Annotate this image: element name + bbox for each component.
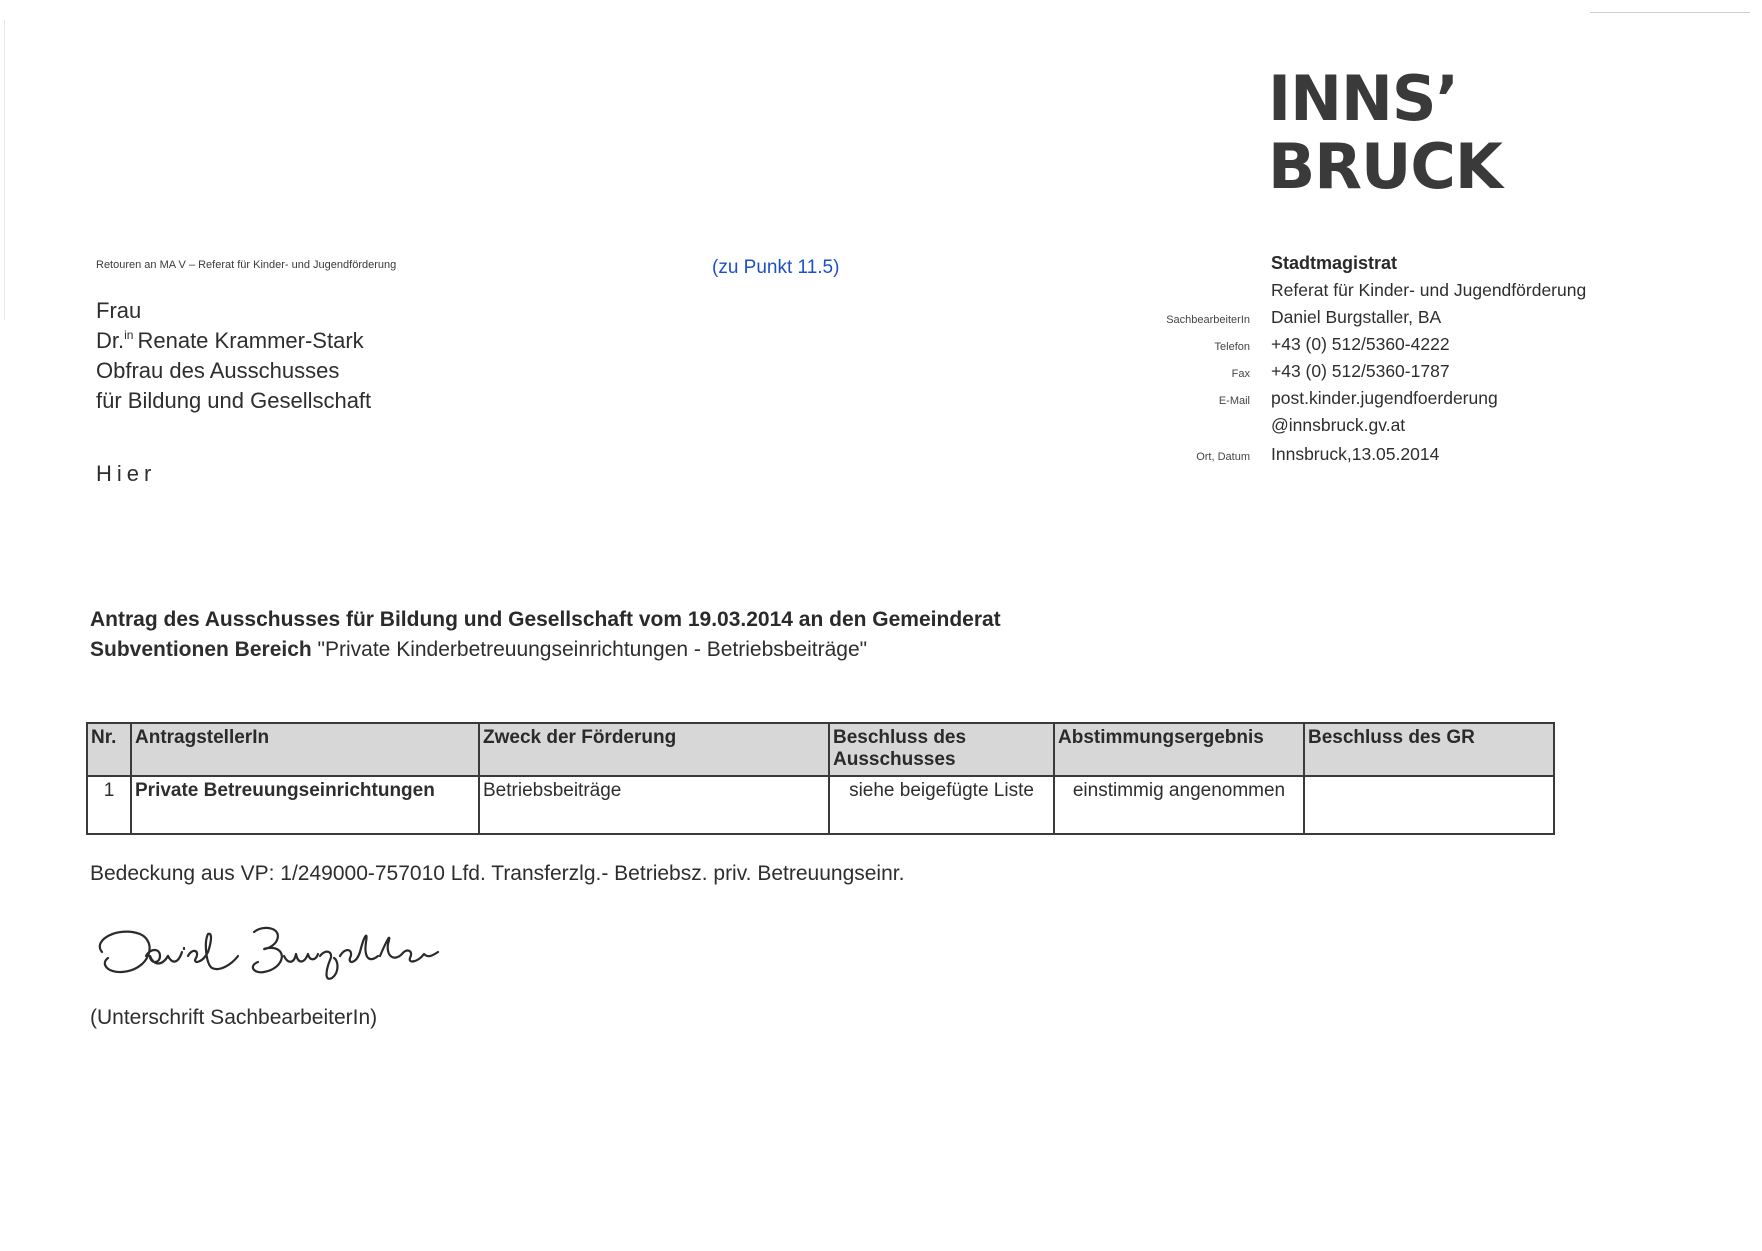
cell-council-decision — [1304, 776, 1554, 834]
recipient-location: Hier — [96, 461, 157, 486]
recipient-role: Obfrau des Ausschusses — [96, 358, 340, 383]
date-label: Ort, Datum — [1196, 451, 1250, 463]
recipient-name-line — [96, 326, 371, 356]
col-header-committee-decision: Beschluss des Ausschusses — [829, 723, 1054, 776]
recipient-block — [96, 296, 371, 416]
budget-coverage: Bedeckung aus VP: 1/249000-757010 Lfd. Transferzlg.- Betriebsz. priv. Betreuungseinr. — [90, 862, 905, 885]
fax-number: +43 (0) 512/5360-1787 — [1271, 361, 1450, 381]
phone-label: Telefon — [1214, 341, 1250, 353]
cell-applicant: Private Betreuungseinrichtungen — [131, 776, 479, 834]
logo-line-2: BRUCK — [1268, 130, 1502, 200]
grant-table — [86, 722, 1555, 835]
table-row — [87, 776, 1554, 834]
subject-line-2 — [90, 638, 867, 662]
subject-area: Subventionen Bereich — [90, 638, 312, 661]
handwritten-signature — [88, 912, 488, 992]
phone-number: +43 (0) 512/5360-4222 — [1271, 334, 1450, 354]
scan-top-mark — [1590, 12, 1750, 13]
email-label: E-Mail — [1218, 395, 1250, 407]
cell-nr: 1 — [87, 776, 131, 834]
fax-label: Fax — [1231, 368, 1250, 380]
return-address: Retouren an MA V – Referat für Kinder- und Jugendförderung — [96, 259, 397, 271]
col-header-purpose: Zweck der Förderung — [479, 723, 829, 776]
recipient-salutation: Frau — [96, 298, 142, 323]
col-header-vote-result: Abstimmungsergebnis — [1054, 723, 1304, 776]
sender-department: Referat für Kinder- und Jugendförderung — [1271, 280, 1587, 300]
clerk-label: SachbearbeiterIn — [1166, 314, 1250, 326]
subject-line-1: Antrag des Ausschusses für Bildung und Gesellschaft vom 19.03.2014 an den Gemeinderat — [90, 608, 1001, 631]
sender-office: Stadtmagistrat — [1271, 253, 1398, 273]
agenda-reference: (zu Punkt 11.5) — [712, 257, 840, 278]
clerk-name: Daniel Burgstaller, BA — [1271, 307, 1442, 327]
cell-purpose: Betriebsbeiträge — [479, 776, 829, 834]
email-line-2: @innsbruck.gv.at — [1271, 415, 1406, 435]
col-header-nr: Nr. — [87, 723, 131, 776]
col-header-applicant: AntragstellerIn — [131, 723, 479, 776]
signature-caption: (Unterschrift SachbearbeiterIn) — [90, 1006, 378, 1029]
recipient-title-prefix: Dr. — [96, 328, 125, 353]
innsbruck-logo — [1268, 70, 1528, 200]
cell-committee-decision: siehe beigefügte Liste — [829, 776, 1054, 834]
subject-topic: "Private Kinderbetreuungseinrichtungen - Betriebsbeiträge" — [311, 638, 868, 661]
recipient-title-suffix: in — [124, 328, 134, 342]
recipient-committee: für Bildung und Gesellschaft — [96, 388, 372, 413]
table-header-row — [87, 723, 1554, 776]
place-date: Innsbruck,13.05.2014 — [1271, 444, 1440, 464]
scan-edge — [4, 20, 5, 320]
logo-line-1: INNS’ — [1268, 70, 1459, 135]
recipient-name: Renate Krammer-Stark — [137, 328, 364, 353]
email-line-1: post.kinder.jugendfoerderung — [1271, 388, 1498, 408]
col-header-council-decision: Beschluss des GR — [1304, 723, 1554, 776]
cell-vote-result: einstimmig angenommen — [1054, 776, 1304, 834]
